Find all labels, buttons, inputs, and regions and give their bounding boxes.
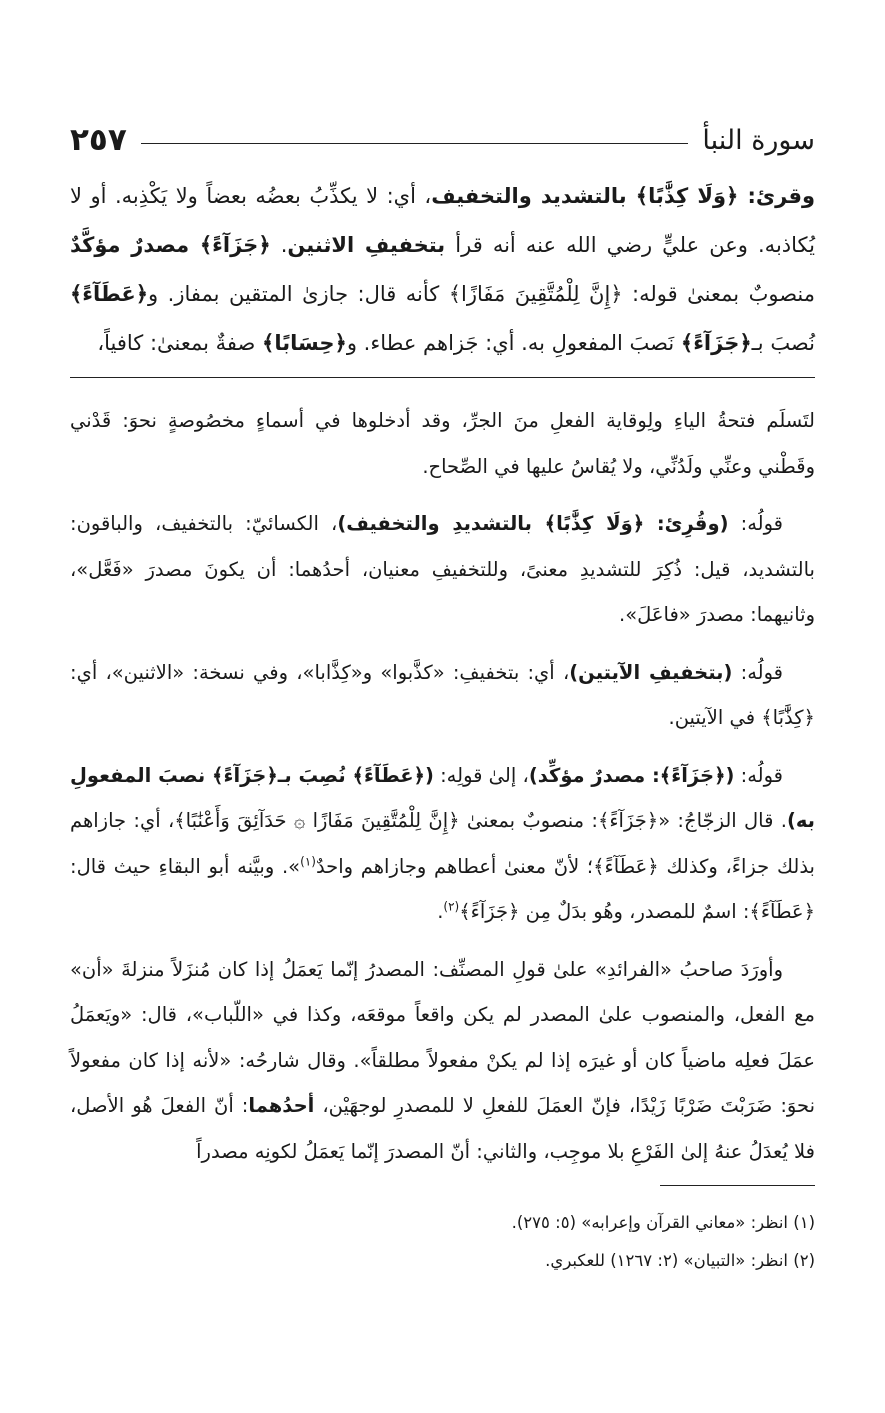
commentary-paragraph <box>70 501 815 638</box>
commentary-text-run: ، الكسائيّ: بالتخفيف، والباقون: بالتشديد، قيل: ذُكِرَ للتشديدِ معنىً، وللتخفيفِ معنيان، أحدُهما: أن يكونَ مصدرَ «فَعَّل»، وثانيهما: مصدرَ «فاعَلَ». <box>70 512 815 626</box>
main-commentary-divider <box>70 377 815 378</box>
commentary-text-run: . <box>437 900 444 923</box>
commentary-bold: (﴿جَزَآءً﴾: مصدرٌ مؤكِّد) <box>528 763 735 787</box>
commentary-text-run: وأورَدَ صاحبُ «الفرائدِ» علىٰ قولِ المصنِّف: المصدرُ إنّما يَعمَلُ إذا كان مُنزَلاً منزلةَ «أن» مع الفعل، والمنصوب علىٰ المصدر لم يكن واقعاً موقعَه، وكذا في «اللّباب»، قال: «ويَعمَلُ عمَلَ فعلِه ماضياً كان أو غيرَه إذا لم يكنْ مفعولاً مطلقاً». وقال شارحُه: «لأنه إذا كان مفعولاً نحوَ: ضَرَبْتَ ضَرْبًا زَيْدًا، فإنّ العمَلَ للفعلِ لا للمصدرِ لوجهَيْن، <box>70 957 816 1117</box>
footnote-2: (٢) انظر: «التبيان» (٢: ١٢٦٧) للعكبري. <box>545 1251 815 1270</box>
commentary <box>70 398 815 1186</box>
footnote-ref[interactable]: (١) <box>300 854 316 868</box>
main-lead: وقرئ: <box>738 184 815 208</box>
commentary-paragraph <box>70 650 815 741</box>
quran-quote: ﴿عَطَآءً﴾ <box>70 282 149 306</box>
footnote-ref[interactable]: (٢) <box>443 899 460 914</box>
commentary-bold: (وقُرِئ: ﴿وَلَا كِذَّٰبًا﴾ بالتشديدِ والتخفيف) <box>337 512 729 535</box>
quran-quote: ﴿جَزَآءً﴾ <box>680 331 752 355</box>
main-text-run: منصوبٌ بمعنىٰ قوله: ﴿إِنَّ لِلْمُتَّقِينَ مَفَازًا﴾ كأنه قال: جازىٰ المتقين بمفاز. و <box>148 282 815 306</box>
commentary-text-run: ». وبيَّنه أبو البقاءِ حيث قال: ﴿عَطَآءً﴾: اسمٌ للمصدر، وهُو بدَلٌ مِن ﴿جَزَآءً﴾ <box>70 854 815 923</box>
commentary-bold: (بتخفيفِ الآيتين) <box>569 660 733 684</box>
quran-quote: ﴿حِسَابًا﴾ <box>262 331 347 355</box>
commentary-lead: قولُه: <box>732 660 783 684</box>
commentary-lead: قولُه: <box>728 512 783 535</box>
commentary-bold: أحدُهما <box>248 1094 315 1117</box>
commentary-paragraph: لتَسلَم فتحةُ الياءِ ولِوقاية الفعلِ منَ الجرِّ، وقد أدخلوها في أسماءٍ مخصُوصةٍ نحوَ: قَدْني وقَطْني وعنِّي ولَدُنِّي، ولا يُقاسُ عليها في الصِّحاح. <box>70 409 815 478</box>
main-bold: بتخفيفِ الاثنين <box>287 233 446 257</box>
main-text-run: نُصبَ بـ <box>751 331 815 355</box>
page-number: ٢٥٧ <box>70 122 127 158</box>
footnote-divider <box>660 1185 815 1186</box>
main-paragraph <box>70 172 815 368</box>
commentary-text-run: ، إلىٰ قولِه: <box>433 763 529 787</box>
main-text-run: صفةٌ بمعنىٰ: كافياً، <box>97 331 263 355</box>
main-text-run: . <box>270 233 288 257</box>
running-header <box>70 120 815 160</box>
footnote-1: (١) انظر: «معاني القرآن وإعرابه» (٥: ٢٧٥). <box>511 1213 815 1232</box>
main-text-run: ، أي: لا يكذِّبُ بعضُه بعضاً ولا يَكْذِبه. أو لا يُكاذبه. وعن عليٍّ رضي الله عنه أنه قرأ <box>70 184 815 257</box>
commentary-text-run: . قال الزجّاجُ: «﴿جَزَآءً﴾: منصوبٌ بمعنىٰ ﴿إِنَّ لِلْمُتَّقِينَ مَفَازًا ۞ حَدَآئِقَ وَأَعْنَٰبًا﴾، أي: جازاهم بذلك جزاءً، وكذلك ﴿عَطَآءً﴾؛ لأنّ معنىٰ أعطاهم وجازاهم واحدٌ <box>70 809 815 878</box>
commentary-bold: (﴿عَطَآءً﴾ نُصِبَ بـ﴿جَزَآءً﴾ نصبَ المفعولِ به) <box>70 763 815 832</box>
commentary-text-run: ، أي: بتخفيفِ: «كذَّبوا» و«كِذَّابا»، وفي نسخة: «الاثنين»، أي: ﴿كِذَّٰبًا﴾ في الآيتين. <box>70 660 815 729</box>
main-text <box>70 172 815 368</box>
surah-title: سورة النبأ <box>702 124 815 156</box>
commentary-text-run: : أنّ الفعلَ هُو الأصل، فلا يُعدَلُ عنهُ إلىٰ الفَرْعِ بلا موجِب، والثاني: أنّ المصدرَ إنّما يَعمَلُ لكونِه مصدراً <box>70 1094 815 1163</box>
footnotes <box>70 1204 815 1280</box>
main-bold: ﴿جَزَآءً﴾ مصدرٌ مؤكَّدٌ <box>70 233 271 257</box>
commentary-lead: قولُه: <box>734 763 783 787</box>
main-bold: بالتشديد والتخفيف <box>431 184 636 208</box>
commentary-paragraph <box>70 753 815 935</box>
commentary-paragraph <box>70 947 815 1175</box>
quran-quote: ﴿وَلَا كِذَّٰبًا﴾ <box>635 184 739 208</box>
header-rule <box>141 143 689 144</box>
main-text-run: نَصبَ المفعولِ به. أي: جَزاهم عطاء. و <box>346 331 681 355</box>
